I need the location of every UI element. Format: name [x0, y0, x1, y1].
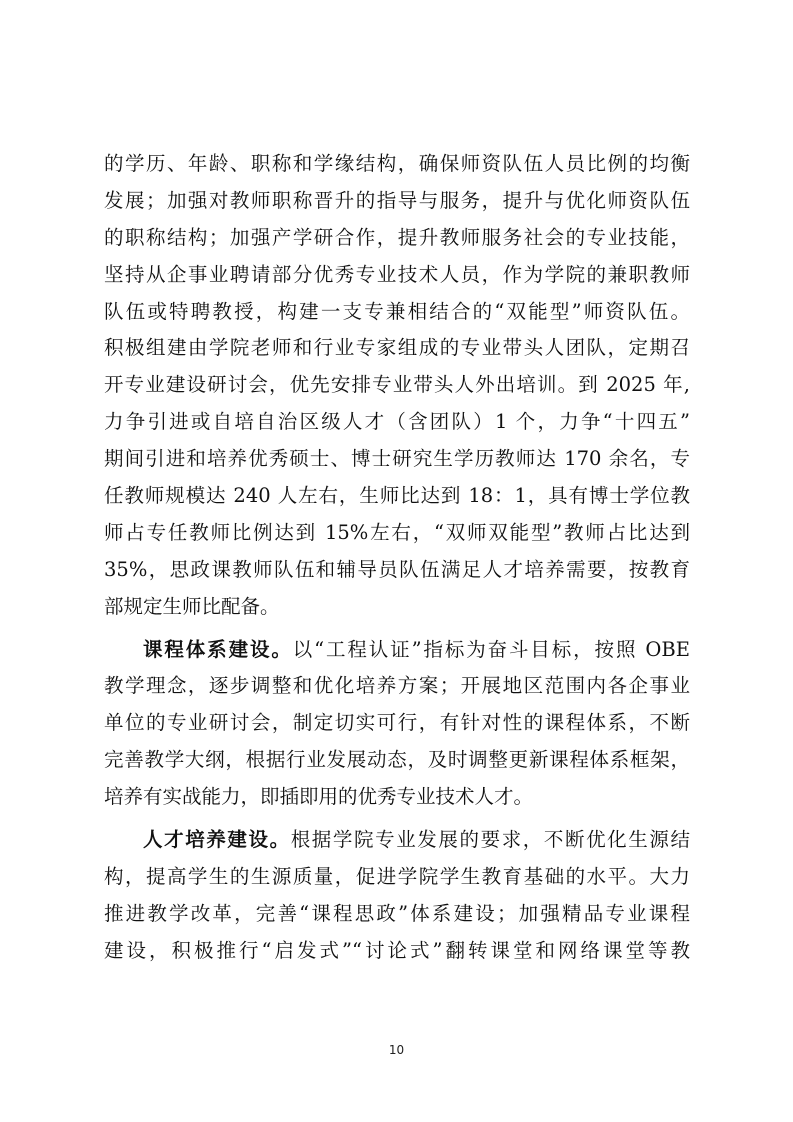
paragraph-faculty-development	[104, 146, 690, 626]
paragraph-talent-cultivation	[104, 822, 690, 970]
text-line: 推进教学改革，完善“课程思政”体系建设；加强精品专业课程	[104, 901, 690, 925]
page-number: 10	[388, 1043, 405, 1057]
heading-line-text: 根据学院专业发展的要求，不断优化生源结	[290, 828, 690, 852]
text-line: 的职称结构；加强产学研合作，提升教师服务社会的专业技能，	[104, 225, 690, 249]
paragraph-curriculum-system	[104, 632, 690, 816]
text-line: 培养有实战能力，即插即用的优秀专业技术人才。	[104, 785, 534, 809]
text-line: 开专业建设研讨会，优先安排专业带头人外出培训。到 2025 年,	[104, 373, 690, 397]
section-heading-talent: 人才培养建设。	[143, 828, 291, 852]
section-heading-curriculum: 课程体系建设。	[143, 637, 293, 661]
text-line: 发展；加强对教师职称晋升的指导与服务，提升与优化师资队伍	[104, 188, 690, 212]
text-line: 单位的专业研讨会，制定切实可行，有针对性的课程体系，不断	[104, 711, 690, 735]
text-line: 坚持从企事业聘请部分优秀专业技术人员，作为学院的兼职教师	[104, 262, 690, 286]
document-body	[104, 146, 690, 970]
text-line: 积极组建由学院老师和行业专家组成的专业带头人团队，定期召	[104, 336, 690, 360]
text-line: 队伍或特聘教授，构建一支专兼相结合的“双能型”师资队伍。	[104, 299, 690, 323]
text-line: 部规定生师比配备。	[104, 594, 280, 618]
text-line: 力争引进或自培自治区级人才（含团队）1 个，力争“十四五”	[104, 410, 690, 434]
text-line: 构，提高学生的生源质量，促进学院学生教育基础的水平。大力	[104, 864, 690, 888]
text-line: 师占专任教师比例达到 15%左右，“双师双能型”教师占比达到	[104, 520, 690, 544]
text-line: 教学理念，逐步调整和优化培养方案；开展地区范围内各企事业	[104, 674, 690, 698]
text-line	[104, 632, 690, 669]
text-line: 期间引进和培养优秀硕士、博士研究生学历教师达 170 余名，专	[104, 447, 690, 471]
text-line: 建设，积极推行“启发式”“讨论式”翻转课堂和网络课堂等教	[104, 938, 690, 962]
text-line: 的学历、年龄、职称和学缘结构，确保师资队伍人员比例的均衡	[104, 152, 690, 175]
text-line: 任教师规模达 240 人左右，生师比达到 18：1，具有博士学位教	[104, 484, 690, 508]
text-line	[104, 822, 690, 859]
text-line: 35%，思政课教师队伍和辅导员队伍满足人才培养需要，按教育	[104, 557, 690, 581]
heading-line-text: 以“工程认证”指标为奋斗目标，按照 OBE	[292, 637, 690, 661]
text-line: 完善教学大纲，根据行业发展动态，及时调整更新课程体系框架，	[104, 748, 690, 772]
